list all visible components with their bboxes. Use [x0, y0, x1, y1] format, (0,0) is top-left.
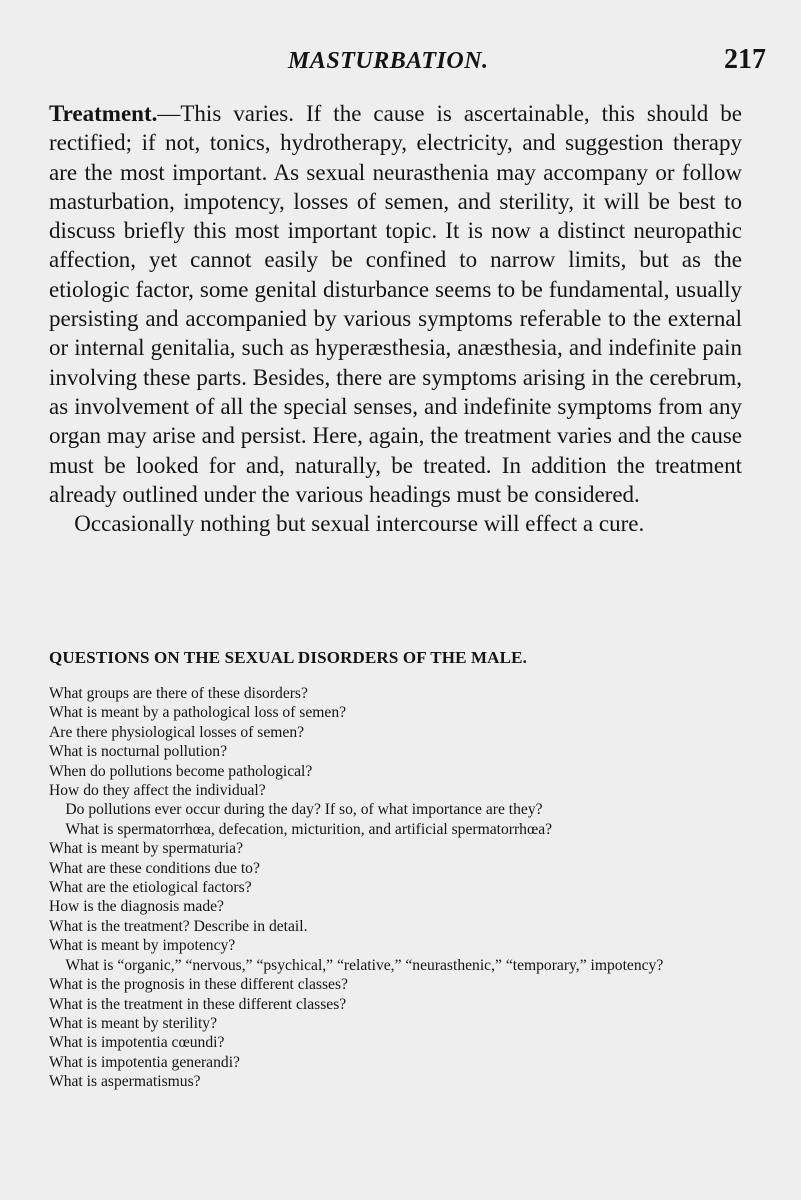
treatment-paragraph — [49, 99, 742, 509]
question-item: When do pollutions become pathological? — [49, 762, 313, 780]
question-item: What is meant by sterility? — [49, 1014, 218, 1032]
question-item: What is meant by impotency? — [49, 937, 236, 955]
running-title: MASTURBATION. — [288, 48, 489, 74]
question-item: How is the diagnosis made? — [49, 898, 224, 916]
question-item: What is the treatment? Describe in detail. — [49, 917, 308, 935]
treatment-paragraph-text: —This varies. If the cause is ascertainable, this should be rectified; if not, tonics, hydrotherapy, electricity, and suggestion therapy are the most important. As sexual neurasthenia may accompany or follow masturbation, impotency, losses of semen, and sterility, it will be best to discuss briefly this most important topic. It is now a distinct neuropathic affection, yet cannot easily be confined to narrow limits, but as the etiologic factor, some genital disturbance seems to be fundamental, usually persisting and accompanied by various symptoms referable to the external or internal genitalia, such as hyperæsthesia, anæsthesia, and indefinite pain involving these parts. Besides, there are symptoms arising in the cerebrum, as involvement of all the special senses, and indefinite symptoms from any organ may arise and persist. Here, again, the treatment varies and the cause must be looked for and, naturally, be treated. In addition the treatment already outlined under the various headings must be considered. — [49, 101, 742, 507]
question-item: What is spermatorrhœa, defecation, micturition, and artificial spermatorrhœa? — [65, 820, 553, 838]
question-item: What is impotentia cœundi? — [49, 1034, 225, 1052]
question-item: What is the prognosis in these different classes? — [49, 976, 348, 994]
question-item: What is the treatment in these different classes? — [49, 995, 347, 1013]
question-item: Do pollutions ever occur during the day? If so, of what importance are they? — [65, 801, 543, 819]
question-item: What is nocturnal pollution? — [49, 743, 227, 761]
questions-heading: QUESTIONS ON THE SEXUAL DISORDERS OF THE MALE. — [49, 648, 527, 667]
question-item: What is meant by a pathological loss of semen? — [49, 704, 347, 722]
question-item: What groups are there of these disorders? — [49, 685, 308, 702]
question-item: What is meant by spermaturia? — [49, 840, 243, 858]
questions-list — [49, 684, 742, 1092]
question-item: What are these conditions due to? — [49, 859, 260, 877]
question-item: How do they affect the individual? — [49, 782, 266, 800]
treatment-section — [49, 99, 742, 538]
question-item: What is aspermatismus? — [49, 1073, 201, 1091]
question-item: What is impotentia generandi? — [49, 1053, 240, 1071]
closing-paragraph: Occasionally nothing but sexual intercourse will effect a cure. — [74, 511, 645, 537]
question-item: Are there physiological losses of semen? — [49, 723, 305, 741]
question-item: What are the etiological factors? — [49, 879, 252, 897]
treatment-run-in-heading: Treatment. — [49, 101, 158, 126]
question-item: What is “organic,” “nervous,” “psychical,” “relative,” “neurasthenic,” “temporary,” impotency? — [65, 956, 664, 974]
page-number: 217 — [724, 44, 766, 75]
running-head — [0, 44, 801, 84]
